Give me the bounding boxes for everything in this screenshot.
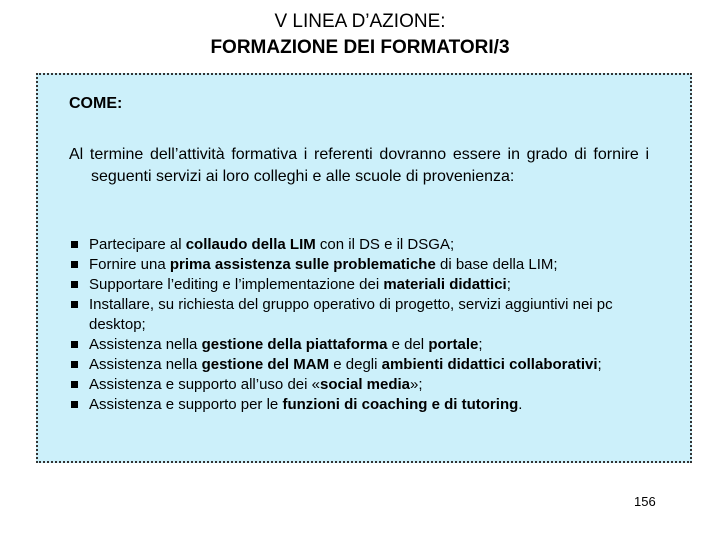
content-box [36, 73, 692, 463]
square-bullet-icon [71, 401, 78, 408]
list-item: Assistenza nella gestione del MAM e degli ambienti didattici collaborativi; [69, 355, 669, 375]
title-line-2: FORMAZIONE DEI FORMATORI/3 [210, 37, 510, 58]
intro-paragraph: Al termine dell’attività formativa i referenti dovranno essere in grado di fornire i seguenti servizi ai loro colleghi e alle scuole di provenienza: [69, 146, 649, 185]
content-heading: COME: [69, 95, 123, 112]
list-item: Fornire una prima assistenza sulle problematiche di base della LIM; [69, 255, 669, 275]
square-bullet-icon [71, 301, 78, 308]
list-item: Assistenza e supporto all’uso dei «social media»; [69, 375, 669, 395]
list-item: Assistenza e supporto per le funzioni di coaching e di tutoring. [69, 395, 669, 415]
list-item: Installare, su richiesta del gruppo operativo di progetto, servizi aggiuntivi nei pc desktop; [69, 295, 669, 335]
title-line-1: V LINEA D’AZIONE: [274, 11, 446, 32]
square-bullet-icon [71, 381, 78, 388]
square-bullet-icon [71, 261, 78, 268]
slide-title [0, 8, 720, 61]
page-number: 156 [634, 494, 656, 509]
bullet-list [69, 235, 669, 415]
square-bullet-icon [71, 281, 78, 288]
list-item: Supportare l’editing e l’implementazione dei materiali didattici; [69, 275, 669, 295]
list-item: Partecipare al collaudo della LIM con il DS e il DSGA; [69, 235, 669, 255]
square-bullet-icon [71, 241, 78, 248]
square-bullet-icon [71, 341, 78, 348]
square-bullet-icon [71, 361, 78, 368]
list-item: Assistenza nella gestione della piattaforma e del portale; [69, 335, 669, 355]
